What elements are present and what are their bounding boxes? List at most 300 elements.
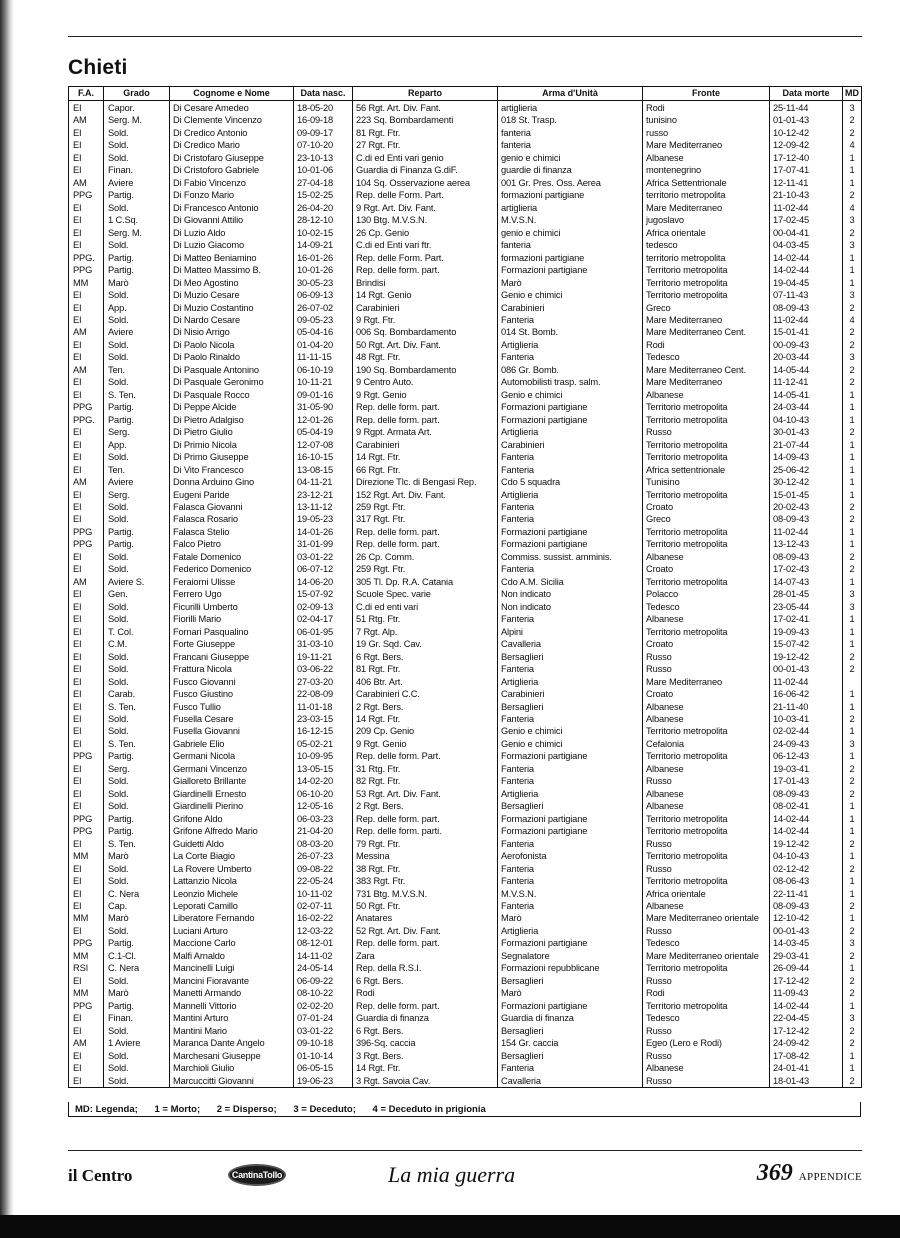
cell-grado: 1 Aviere: [104, 1037, 170, 1049]
cell-data-nasc: 06-07-12: [294, 563, 353, 575]
cell-arma: Artiglieria: [498, 426, 643, 438]
cell-fa: EI: [69, 101, 104, 115]
cell-fa: EI: [69, 239, 104, 251]
table-row: [69, 638, 862, 650]
legend-item-prigionia: 4 = Deceduto in prigionia: [372, 1104, 486, 1115]
cell-nome: Di Pasquale Rocco: [170, 389, 294, 401]
cell-grado: Sold.: [104, 513, 170, 525]
cell-reparto: 6 Rgt. Bers.: [353, 975, 498, 987]
cell-nome: Di Paolo Rinaldo: [170, 351, 294, 363]
table-row: [69, 426, 862, 438]
cell-md: 2: [843, 900, 862, 912]
cell-reparto: 14 Rgt. Ftr.: [353, 1062, 498, 1074]
cell-nome: Fusco Tullio: [170, 701, 294, 713]
cell-fronte: Russo: [643, 663, 770, 675]
cell-data-nasc: 02-02-20: [294, 1000, 353, 1012]
cell-grado: Sold.: [104, 551, 170, 563]
cell-grado: Marò: [104, 912, 170, 924]
cell-fronte: Albanese: [643, 800, 770, 812]
cell-fa: MM: [69, 850, 104, 862]
cell-grado: Sold.: [104, 725, 170, 737]
cell-data-morte: 21-11-40: [770, 701, 843, 713]
cell-md: 2: [843, 513, 862, 525]
cell-data-nasc: 14-11-02: [294, 950, 353, 962]
cell-reparto: 81 Rgt. Ftr.: [353, 663, 498, 675]
cell-reparto: 52 Rgt. Art. Div. Fant.: [353, 925, 498, 937]
cell-fronte: Tunisino: [643, 476, 770, 488]
table-row: [69, 763, 862, 775]
cell-fronte: tedesco: [643, 239, 770, 251]
cell-reparto: 259 Rgt. Ftr.: [353, 563, 498, 575]
cell-reparto: 81 Rgt. Ftr.: [353, 127, 498, 139]
cell-reparto: 259 Rgt. Ftr.: [353, 501, 498, 513]
table-row: [69, 613, 862, 625]
cell-reparto: 3 Rgt. Bers.: [353, 1050, 498, 1062]
cell-arma: Carabinieri: [498, 439, 643, 451]
cell-nome: Fusella Giovanni: [170, 725, 294, 737]
cell-fronte: Mare Mediterraneo orientale: [643, 950, 770, 962]
cell-fronte: Cefalonia: [643, 738, 770, 750]
cell-arma: Commiss. sussist. amminis.: [498, 551, 643, 563]
cell-nome: Giardinelli Ernesto: [170, 788, 294, 800]
cell-data-morte: 11-02-44: [770, 526, 843, 538]
cell-md: 2: [843, 302, 862, 314]
cell-grado: Sold.: [104, 676, 170, 688]
cell-arma: fanteria: [498, 239, 643, 251]
cell-md: 2: [843, 838, 862, 850]
table-row: [69, 414, 862, 426]
cell-data-morte: 14-02-44: [770, 825, 843, 837]
appendix-label: APPENDICE: [798, 1171, 862, 1183]
cell-md: 1: [843, 252, 862, 264]
cell-fronte: Croato: [643, 501, 770, 513]
cell-fa: PPG: [69, 937, 104, 949]
cell-md: 1: [843, 414, 862, 426]
cell-nome: Di Cristofaro Giuseppe: [170, 152, 294, 164]
cell-data-nasc: 19-06-23: [294, 1075, 353, 1088]
cell-grado: Aviere: [104, 326, 170, 338]
cell-nome: Fusella Cesare: [170, 713, 294, 725]
table-row: [69, 1037, 862, 1049]
cell-fronte: Territorio metropolita: [643, 1000, 770, 1012]
cell-nome: Fatale Domenico: [170, 551, 294, 563]
cell-nome: Francani Giuseppe: [170, 651, 294, 663]
cell-fa: EI: [69, 900, 104, 912]
table-row: [69, 214, 862, 226]
cell-grado: Sold.: [104, 601, 170, 613]
cell-fa: EI: [69, 389, 104, 401]
cell-reparto: Anatares: [353, 912, 498, 924]
cell-data-morte: 14-07-43: [770, 576, 843, 588]
cell-data-morte: 24-01-41: [770, 1062, 843, 1074]
cell-nome: Di Muzio Cesare: [170, 289, 294, 301]
cell-fa: EI: [69, 489, 104, 501]
cell-grado: Partig.: [104, 401, 170, 413]
cell-reparto: Rep. delle Form. Part.: [353, 252, 498, 264]
cell-md: 2: [843, 1037, 862, 1049]
cell-reparto: Guardia di finanza: [353, 1012, 498, 1024]
cell-fronte: Greco: [643, 513, 770, 525]
cell-data-nasc: 11-11-15: [294, 351, 353, 363]
table-row: [69, 538, 862, 550]
cell-reparto: 27 Rgt. Ftr.: [353, 139, 498, 151]
cell-grado: Sold.: [104, 1050, 170, 1062]
cell-md: 3: [843, 738, 862, 750]
cell-arma: Carabinieri: [498, 302, 643, 314]
table-row: [69, 1025, 862, 1037]
cell-fa: EI: [69, 351, 104, 363]
cell-fronte: tunisino: [643, 114, 770, 126]
cell-data-nasc: 05-02-21: [294, 738, 353, 750]
cell-arma: Fanteria: [498, 663, 643, 675]
cell-fa: PPG: [69, 750, 104, 762]
cell-grado: App.: [104, 302, 170, 314]
cell-md: 1: [843, 800, 862, 812]
cell-md: 2: [843, 775, 862, 787]
cell-data-morte: 24-09-43: [770, 738, 843, 750]
cell-fronte: Russo: [643, 426, 770, 438]
cell-nome: Maccione Carlo: [170, 937, 294, 949]
cell-data-nasc: 10-11-02: [294, 888, 353, 900]
table-row: [69, 351, 862, 363]
cell-fronte: Russo: [643, 1025, 770, 1037]
cell-md: 2: [843, 426, 862, 438]
cell-reparto: Carabinieri C.C.: [353, 688, 498, 700]
table-row: [69, 838, 862, 850]
cell-md: 1: [843, 538, 862, 550]
cell-md: 2: [843, 501, 862, 513]
cell-data-morte: 21-07-44: [770, 439, 843, 451]
cell-fronte: Territorio metropolita: [643, 401, 770, 413]
cell-fronte: Africa settentrionale: [643, 464, 770, 476]
cell-reparto: 14 Rgt. Ftr.: [353, 713, 498, 725]
cell-grado: S. Ten.: [104, 701, 170, 713]
cell-reparto: 2 Rgt. Bers.: [353, 800, 498, 812]
cell-fronte: Albanese: [643, 763, 770, 775]
cell-fa: EI: [69, 289, 104, 301]
cell-md: 1: [843, 701, 862, 713]
cell-reparto: 56 Rgt. Art. Div. Fant.: [353, 101, 498, 115]
cell-grado: Sold.: [104, 613, 170, 625]
cell-arma: formazioni partigiane: [498, 189, 643, 201]
cell-data-nasc: 06-10-19: [294, 364, 353, 376]
cell-data-nasc: 31-05-90: [294, 401, 353, 413]
table-row: [69, 912, 862, 924]
cell-nome: Grifone Aldo: [170, 813, 294, 825]
cell-arma: Formazioni partigiane: [498, 813, 643, 825]
cell-data-nasc: 14-06-20: [294, 576, 353, 588]
cell-fa: EI: [69, 701, 104, 713]
cell-arma: Fanteria: [498, 501, 643, 513]
cell-nome: Di Matteo Massimo B.: [170, 264, 294, 276]
cell-reparto: Rep. delle form. part.: [353, 937, 498, 949]
cell-data-morte: 01-01-43: [770, 114, 843, 126]
cell-arma: Artiglieria: [498, 489, 643, 501]
cell-fa: EI: [69, 551, 104, 563]
cell-reparto: Direzione Tlc. di Bengasi Rep.: [353, 476, 498, 488]
cell-fronte: territorio metropolita: [643, 252, 770, 264]
cell-fa: EI: [69, 626, 104, 638]
cell-md: 2: [843, 114, 862, 126]
cell-md: 1: [843, 277, 862, 289]
cell-md: 2: [843, 950, 862, 962]
cell-fa: PPG: [69, 189, 104, 201]
table-row: [69, 1050, 862, 1062]
cell-grado: Sold.: [104, 663, 170, 675]
cell-reparto: Rep. delle form. part.: [353, 414, 498, 426]
cell-grado: Sold.: [104, 713, 170, 725]
cell-reparto: 66 Rgt. Ftr.: [353, 464, 498, 476]
cell-md: 3: [843, 588, 862, 600]
cell-reparto: Rodi: [353, 987, 498, 999]
cell-fa: EI: [69, 688, 104, 700]
column-header-fa: F.A.: [69, 87, 104, 101]
cell-arma: Artiglieria: [498, 925, 643, 937]
cell-arma: Bersaglieri: [498, 651, 643, 663]
cell-arma: Fanteria: [498, 314, 643, 326]
table-row: [69, 850, 862, 862]
cell-arma: Artiglieria: [498, 788, 643, 800]
cell-nome: Gialloreto Brillante: [170, 775, 294, 787]
table-row: [69, 314, 862, 326]
cell-fa: PPG: [69, 401, 104, 413]
cell-nome: Di Giovanni Attilio: [170, 214, 294, 226]
footer-rule: [68, 1150, 862, 1151]
cell-fa: AM: [69, 326, 104, 338]
cell-nome: Liberatore Fernando: [170, 912, 294, 924]
cell-grado: Partig.: [104, 526, 170, 538]
cell-nome: Di Fabio Vincenzo: [170, 177, 294, 189]
cell-fronte: Territorio metropolita: [643, 489, 770, 501]
cell-fronte: Albanese: [643, 1062, 770, 1074]
cell-fronte: Territorio metropolita: [643, 962, 770, 974]
cell-fa: EI: [69, 925, 104, 937]
cell-grado: Sold.: [104, 788, 170, 800]
cell-data-nasc: 28-12-10: [294, 214, 353, 226]
cell-nome: Ficurilli Umberto: [170, 601, 294, 613]
table-row: [69, 825, 862, 837]
cell-reparto: Rep. delle form. parti.: [353, 825, 498, 837]
cell-fa: AM: [69, 476, 104, 488]
cell-reparto: C.di ed enti vari: [353, 601, 498, 613]
cell-fa: MM: [69, 987, 104, 999]
table-row: [69, 239, 862, 251]
cell-reparto: 38 Rgt. Ftr.: [353, 863, 498, 875]
cell-grado: Partig.: [104, 825, 170, 837]
cell-data-nasc: 05-04-16: [294, 326, 353, 338]
cell-fa: PPG: [69, 264, 104, 276]
md-legend: [68, 1102, 861, 1117]
cell-fronte: Greco: [643, 302, 770, 314]
cell-grado: Gen.: [104, 588, 170, 600]
cell-md: 1: [843, 389, 862, 401]
cell-fronte: Albanese: [643, 701, 770, 713]
cell-md: 2: [843, 563, 862, 575]
cell-md: 2: [843, 551, 862, 563]
cell-arma: guardie di finanza: [498, 164, 643, 176]
cell-arma: Carabinieri: [498, 688, 643, 700]
cell-nome: Forte Giuseppe: [170, 638, 294, 650]
cell-fa: EI: [69, 314, 104, 326]
table-row: [69, 339, 862, 351]
cell-nome: Germani Nicola: [170, 750, 294, 762]
cell-nome: Di Fonzo Mario: [170, 189, 294, 201]
cell-fa: AM: [69, 576, 104, 588]
cell-arma: Bersaglieri: [498, 701, 643, 713]
cell-md: 2: [843, 376, 862, 388]
cell-fa: EI: [69, 439, 104, 451]
cell-nome: Di Credico Mario: [170, 139, 294, 151]
cell-data-nasc: 01-10-14: [294, 1050, 353, 1062]
table-row: [69, 164, 862, 176]
cell-arma: Genio e chimici: [498, 389, 643, 401]
cell-arma: Formazioni repubblicane: [498, 962, 643, 974]
cell-fa: EI: [69, 513, 104, 525]
cell-arma: Marò: [498, 987, 643, 999]
table-row: [69, 701, 862, 713]
cell-data-nasc: 16-12-15: [294, 725, 353, 737]
cell-reparto: 50 Rgt. Ftr.: [353, 900, 498, 912]
cell-reparto: Rep. delle form. part.: [353, 813, 498, 825]
cell-md: 4: [843, 314, 862, 326]
cell-nome: Di Peppe Alcide: [170, 401, 294, 413]
cell-md: 1: [843, 476, 862, 488]
cell-data-morte: 08-09-43: [770, 788, 843, 800]
cell-data-nasc: 26-04-20: [294, 202, 353, 214]
cell-reparto: Zara: [353, 950, 498, 962]
cell-fa: EI: [69, 1062, 104, 1074]
cell-nome: Di Paolo Nicola: [170, 339, 294, 351]
cell-nome: Di Primo Giuseppe: [170, 451, 294, 463]
cell-fa: EI: [69, 638, 104, 650]
cell-fronte: Africa orientale: [643, 888, 770, 900]
cell-fa: AM: [69, 114, 104, 126]
cell-grado: Aviere: [104, 177, 170, 189]
cell-fa: EI: [69, 888, 104, 900]
legend-item-morto: 1 = Morto;: [154, 1104, 201, 1115]
cell-data-nasc: 16-02-22: [294, 912, 353, 924]
cell-reparto: 82 Rgt. Ftr.: [353, 775, 498, 787]
cell-md: [843, 676, 862, 688]
table-row: [69, 950, 862, 962]
table-row: [69, 252, 862, 264]
cell-reparto: Rep. delle Form. Part.: [353, 189, 498, 201]
cell-reparto: 731 Btg. M.V.S.N.: [353, 888, 498, 900]
cell-md: 1: [843, 489, 862, 501]
cell-md: 2: [843, 788, 862, 800]
cell-fronte: Tedesco: [643, 937, 770, 949]
cell-fronte: Tedesco: [643, 1012, 770, 1024]
cell-data-morte: 30-12-42: [770, 476, 843, 488]
cell-data-morte: 17-02-45: [770, 214, 843, 226]
cell-nome: Fornari Pasqualino: [170, 626, 294, 638]
table-row: [69, 513, 862, 525]
cell-nome: Di Muzio Costantino: [170, 302, 294, 314]
cell-md: 1: [843, 688, 862, 700]
cell-reparto: 51 Rtg. Ftr.: [353, 613, 498, 625]
cell-reparto: 9 Rgpt. Armata Art.: [353, 426, 498, 438]
cell-grado: Sold.: [104, 239, 170, 251]
cell-arma: Fanteria: [498, 351, 643, 363]
page-number: 369: [756, 1160, 793, 1186]
table-row: [69, 177, 862, 189]
table-row: [69, 688, 862, 700]
cell-data-morte: 08-09-43: [770, 551, 843, 563]
cell-arma: Cdo A.M. Sicilia: [498, 576, 643, 588]
cell-md: 3: [843, 239, 862, 251]
cell-data-nasc: 26-07-02: [294, 302, 353, 314]
cell-data-nasc: 11-01-18: [294, 701, 353, 713]
cell-md: 2: [843, 189, 862, 201]
cell-arma: Artiglieria: [498, 676, 643, 688]
cell-data-morte: 12-11-41: [770, 177, 843, 189]
cell-md: 1: [843, 401, 862, 413]
cell-reparto: 406 Btr. Art.: [353, 676, 498, 688]
cell-grado: Marò: [104, 277, 170, 289]
cell-arma: Fanteria: [498, 613, 643, 625]
cell-grado: Finan.: [104, 1012, 170, 1024]
cell-reparto: 3 Rgt. Savoia Cav.: [353, 1075, 498, 1088]
cell-grado: Marò: [104, 850, 170, 862]
cell-grado: Aviere S.: [104, 576, 170, 588]
cell-data-nasc: 23-03-15: [294, 713, 353, 725]
cell-grado: T. Col.: [104, 626, 170, 638]
cell-md: 2: [843, 227, 862, 239]
cell-fa: EI: [69, 788, 104, 800]
table-row: [69, 1012, 862, 1024]
table-row: [69, 489, 862, 501]
cell-arma: Cavalleria: [498, 638, 643, 650]
cell-arma: 154 Gr. caccia: [498, 1037, 643, 1049]
cell-reparto: Brindisi: [353, 277, 498, 289]
cell-grado: Sold.: [104, 1062, 170, 1074]
cell-data-nasc: 02-09-13: [294, 601, 353, 613]
cell-fa: EI: [69, 651, 104, 663]
cell-grado: Capor.: [104, 101, 170, 115]
table-row: [69, 800, 862, 812]
cell-md: 1: [843, 164, 862, 176]
cell-data-nasc: 10-11-21: [294, 376, 353, 388]
cell-grado: S. Ten.: [104, 389, 170, 401]
cell-reparto: Rep. delle form. part.: [353, 538, 498, 550]
cell-data-morte: 14-02-44: [770, 813, 843, 825]
cell-grado: Ten.: [104, 364, 170, 376]
cell-md: 2: [843, 364, 862, 376]
cell-fronte: Russo: [643, 651, 770, 663]
cell-nome: Di Clemente Vincenzo: [170, 114, 294, 126]
cell-arma: Genio e chimici: [498, 289, 643, 301]
cell-md: 1: [843, 912, 862, 924]
table-row: [69, 725, 862, 737]
cell-arma: Artiglieria: [498, 339, 643, 351]
cell-data-morte: 15-07-42: [770, 638, 843, 650]
cell-nome: Luciani Arturo: [170, 925, 294, 937]
table-row: [69, 389, 862, 401]
cell-fa: EI: [69, 601, 104, 613]
cell-grado: 1 C.Sq.: [104, 214, 170, 226]
cell-fa: EI: [69, 202, 104, 214]
cell-fa: EI: [69, 501, 104, 513]
column-header-data-morte: Data morte: [770, 87, 843, 101]
cell-fronte: Russo: [643, 975, 770, 987]
cell-arma: formazioni partigiane: [498, 252, 643, 264]
cell-fa: EI: [69, 339, 104, 351]
cell-fronte: Territorio metropolita: [643, 626, 770, 638]
cell-data-nasc: 12-03-22: [294, 925, 353, 937]
cell-data-morte: 26-09-44: [770, 962, 843, 974]
cell-data-morte: 13-12-43: [770, 538, 843, 550]
cell-grado: Sold.: [104, 202, 170, 214]
